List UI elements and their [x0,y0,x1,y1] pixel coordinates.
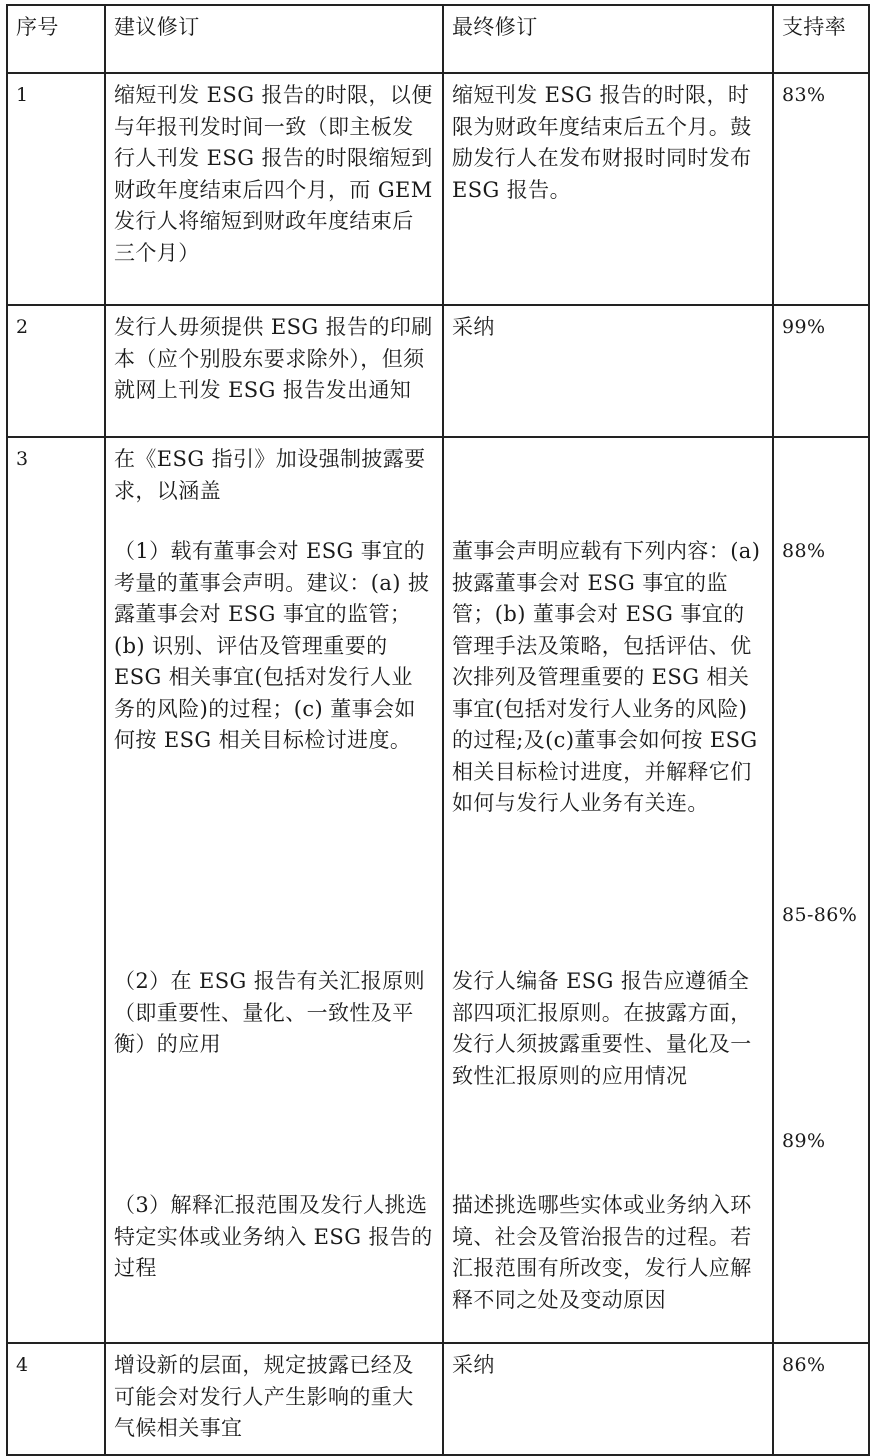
row-intro: 在《ESG 指引》加设强制披露要求，以涵盖 [114,447,426,503]
item-1-support: 88% [782,540,826,562]
item-3-final: 描述挑选哪些实体或业务纳入环境、社会及管治报告的过程。若汇报范围有所改变，发行人应解释不同之处及变动原因 [452,1193,752,1312]
item-3-support: 89% [782,1130,826,1152]
table-row [7,305,869,437]
item-3-proposal: （3）解释汇报范围及发行人挑选特定实体或业务纳入 ESG 报告的过程 [114,1193,433,1280]
item-2-final: 发行人编备 ESG 报告应遵循全部四项汇报原则。在披露方面，发行人须披露重要性、量化及一致性汇报原则的应用情况 [452,969,752,1088]
table-row [7,1343,869,1455]
row-final: 缩短刊发 ESG 报告的时限，时限为财政年度结束后五个月。鼓励发行人在发布财报时同时发布 ESG 报告。 [443,73,773,305]
row-support: 83% [773,73,869,305]
item-1-final: 董事会声明应载有下列内容：(a) 披露董事会对 ESG 事宜的监管；(b) 董事会对 ESG 事宜的管理手法及策略，包括评估、优次排列及管理重要的 ESG 相关事宜(包括对发行人业务的风险)的过程;及(c)董事会如何按 ESG 相关目标检讨进度，并解释它们如何与发行人业务有关连。 [452,539,761,815]
row-support: 99% [773,305,869,437]
row-proposal: 发行人毋须提供 ESG 报告的印刷本（应个别股东要求除外），但须就网上刊发 ESG 报告发出通知 [105,305,443,437]
item-2-proposal: （2）在 ESG 报告有关汇报原则（即重要性、量化、一致性及平衡）的应用 [114,969,426,1056]
esg-revision-table [6,4,870,1456]
row-no: 1 [7,73,105,305]
row-no: 4 [7,1343,105,1455]
header-proposal: 建议修订 [105,5,443,73]
row-proposal: 缩短刊发 ESG 报告的时限，以便与年报刊发时间一致（即主板发行人刊发 ESG 报告的时限缩短到财政年度结束后四个月，而 GEM 发行人将缩短到财政年度结束后三个月） [105,73,443,305]
header-final: 最终修订 [443,5,773,73]
item-2-support: 85-86% [782,904,858,926]
item-1-proposal: （1）载有董事会对 ESG 事宜的考量的董事会声明。建议：(a) 披露董事会对 ESG 事宜的监管；(b) 识别、评估及管理重要的 ESG 相关事宜(包括对发行人业务的风险)的过程；(c) 董事会如何按 ESG 相关目标检讨进度。 [114,539,430,752]
table-row [7,73,869,305]
header-support: 支持率 [773,5,869,73]
row-no: 2 [7,305,105,437]
row-proposal: 增设新的层面，规定披露已经及可能会对发行人产生影响的重大气候相关事宜 [105,1343,443,1455]
row-support [773,437,869,1343]
row-final: 采纳 [443,305,773,437]
row-no: 3 [7,437,105,1343]
row-final [443,437,773,1343]
row-final: 采纳 [443,1343,773,1455]
table-row [7,437,869,1343]
header-row [7,5,869,73]
row-proposal [105,437,443,1343]
row-support: 86% [773,1343,869,1455]
header-no: 序号 [7,5,105,73]
